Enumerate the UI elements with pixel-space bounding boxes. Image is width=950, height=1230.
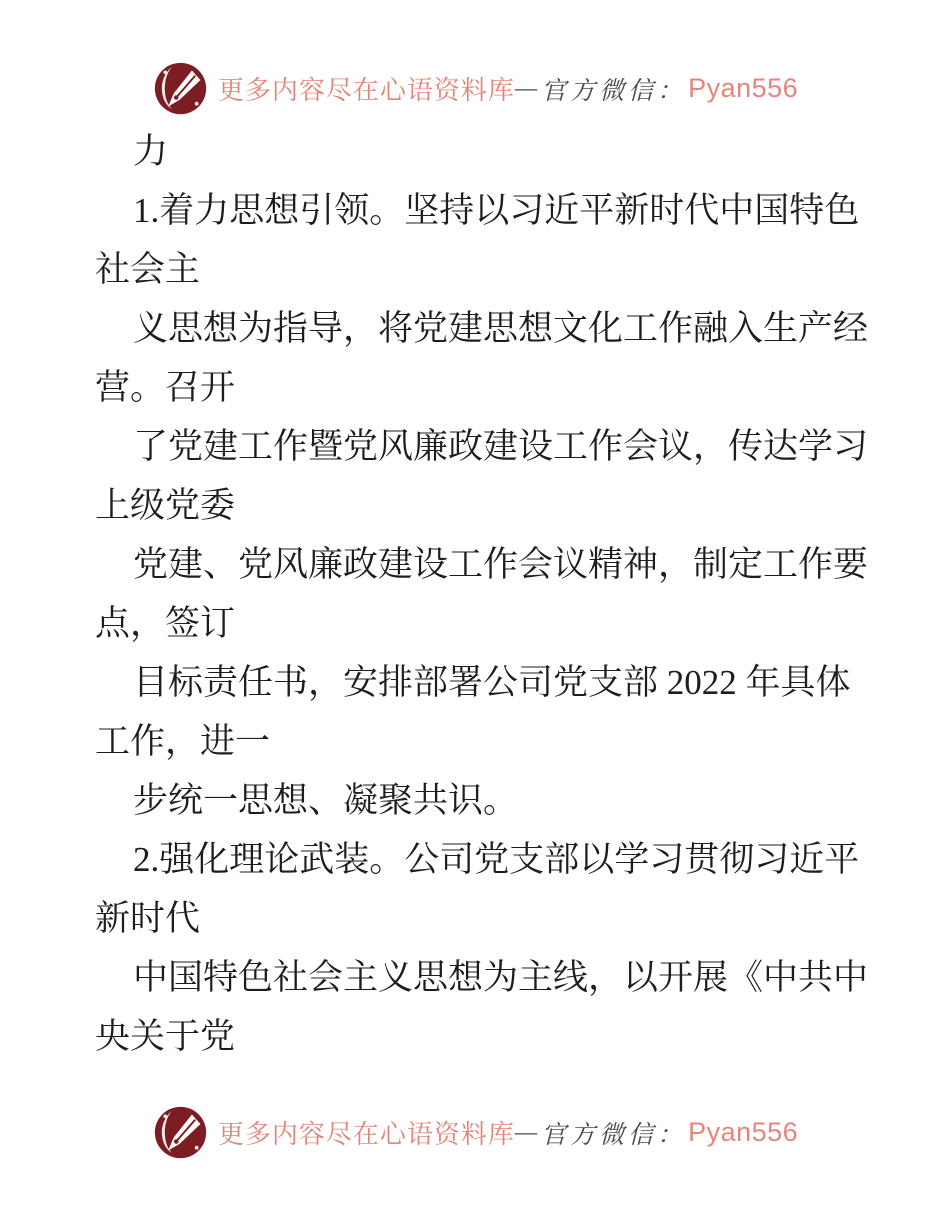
- text-line: 营。召开: [95, 368, 236, 407]
- watermark-separator: —: [514, 74, 542, 102]
- text-line: 点，签订: [95, 604, 236, 643]
- document-body-text: [95, 122, 867, 1066]
- watermark-account: Pyan556: [688, 73, 799, 103]
- text-line: 工作，进一: [95, 722, 271, 761]
- watermark-brand-text: 更多内容尽在心语资料库: [217, 1120, 515, 1149]
- pen-nib-logo-icon: [152, 60, 209, 117]
- text-line: 2.强化理论武装。公司党支部以学习贯彻习近平: [133, 840, 860, 879]
- text-line: 步统一思想、凝聚共识。: [133, 781, 519, 820]
- text-line: 社会主: [95, 250, 201, 289]
- watermark-channel-label: 官方微信：: [541, 1121, 687, 1149]
- footer-watermark: [0, 1104, 950, 1161]
- watermark-separator: —: [514, 1118, 542, 1146]
- text-line: 1.着力思想引领。坚持以习近平新时代中国特色: [133, 191, 860, 230]
- text-line: 新时代: [95, 899, 201, 938]
- text-line: 目标责任书，安排部署公司党支部 2022 年具体: [133, 663, 851, 702]
- pen-nib-logo-icon: [152, 1104, 209, 1161]
- watermark-account: Pyan556: [688, 1117, 799, 1147]
- text-line: 中国特色社会主义思想为主线，以开展《中共中: [133, 958, 869, 997]
- watermark-channel-label: 官方微信：: [541, 77, 687, 105]
- header-watermark: [0, 60, 950, 117]
- text-line: 力: [133, 132, 169, 171]
- text-line: 义思想为指导，将党建思想文化工作融入生产经: [133, 309, 869, 348]
- text-line: 上级党委: [95, 486, 236, 525]
- watermark-brand-text: 更多内容尽在心语资料库: [217, 76, 515, 105]
- text-line: 央关于党: [95, 1017, 236, 1056]
- text-line: 党建、党风廉政建设工作会议精神，制定工作要: [133, 545, 869, 584]
- text-line: 了党建工作暨党风廉政建设工作会议，传达学习: [133, 427, 869, 466]
